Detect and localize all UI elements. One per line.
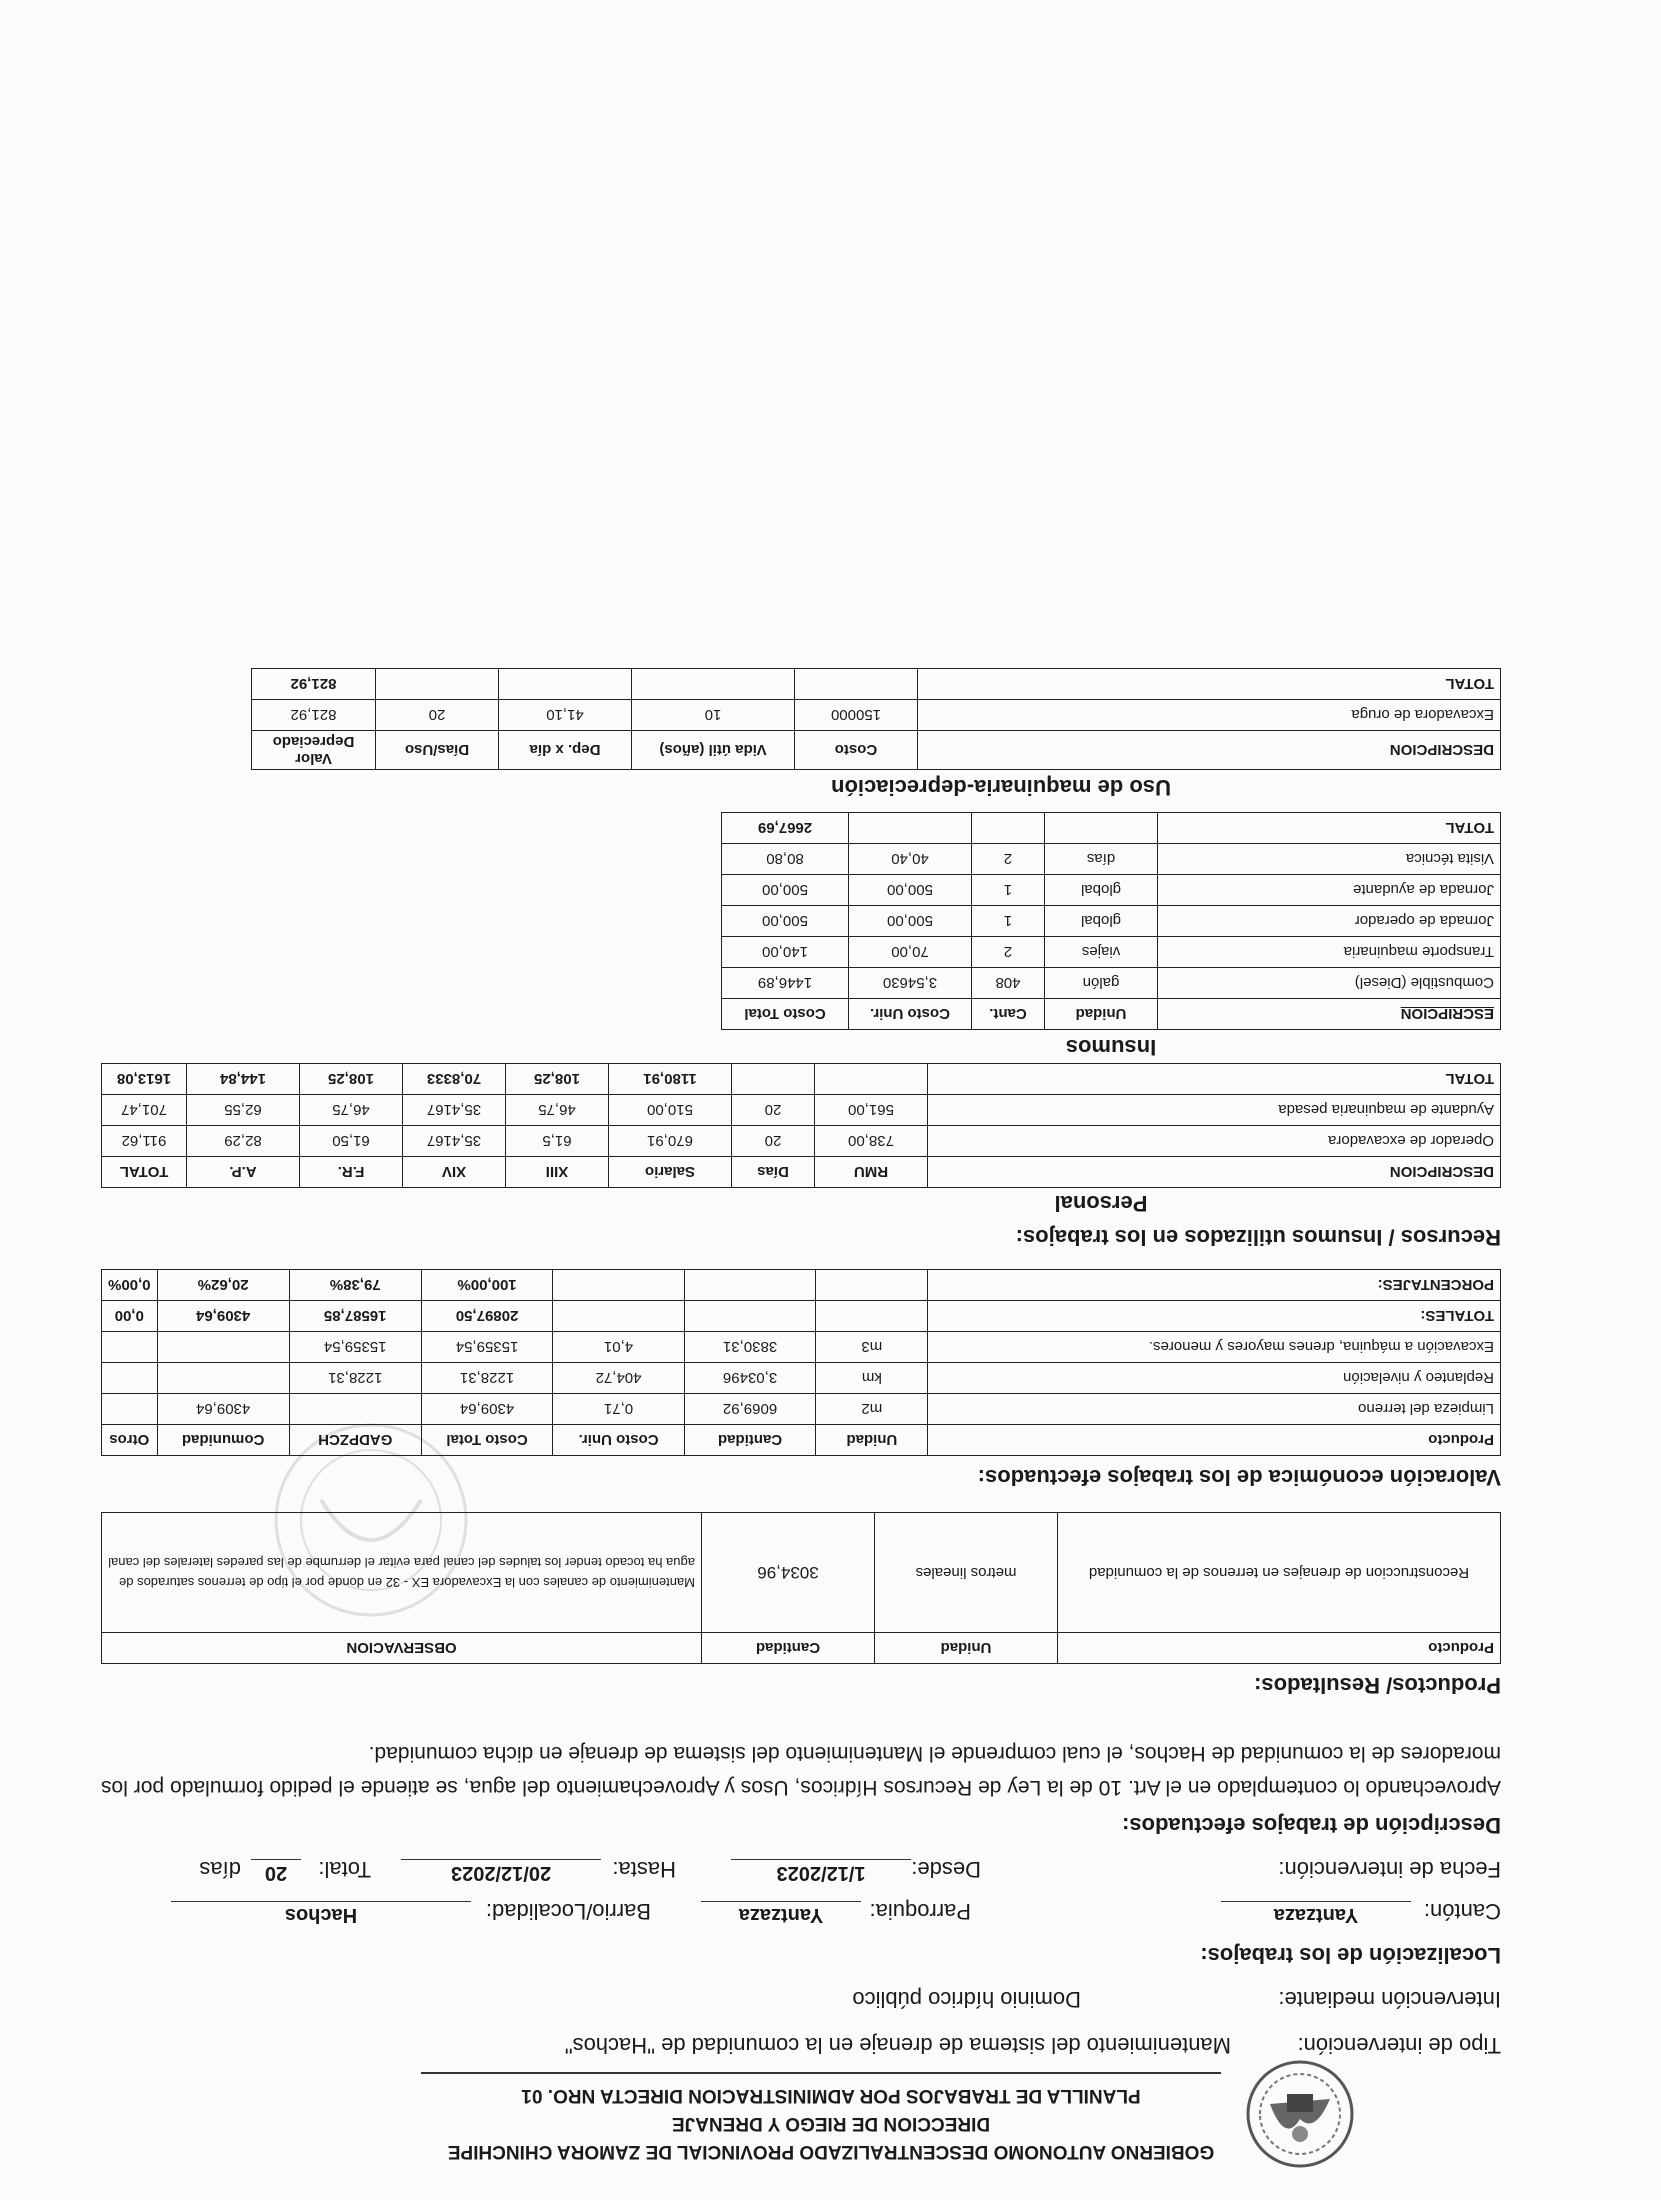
canton-label: Cantón: xyxy=(1423,1899,1501,1924)
productos-header-row xyxy=(102,1633,1501,1664)
cell: 561,00 xyxy=(815,1095,928,1126)
maquinaria-header-row xyxy=(252,731,1501,770)
cell xyxy=(553,1270,684,1301)
cell: Jornada de ayudante xyxy=(1158,875,1501,906)
col-header: Dep. x día xyxy=(499,731,632,770)
col-header: Días xyxy=(732,1157,815,1188)
cell xyxy=(157,1363,289,1394)
parroquia-value: Yantzaza xyxy=(701,1901,861,1926)
canton-value: Yantzaza xyxy=(1221,1901,1411,1926)
insumos-header-row xyxy=(722,999,1501,1030)
cell: 3,54630 xyxy=(849,968,972,999)
cell xyxy=(684,1270,816,1301)
header-line-2: DIRECCION DE RIEGO Y DRENAJE xyxy=(671,2113,991,2134)
cell: viajes xyxy=(1045,937,1158,968)
cell xyxy=(815,1064,928,1095)
cantidad-cell: 3034,96 xyxy=(702,1513,875,1633)
cell: 2667,69 xyxy=(722,813,849,844)
cell: 0,00% xyxy=(102,1270,158,1301)
cell xyxy=(553,1301,684,1332)
table-row xyxy=(102,1332,1501,1363)
col-header: Costo Total xyxy=(722,999,849,1030)
cell: 40,40 xyxy=(849,844,972,875)
col-header: A.P. xyxy=(187,1157,300,1188)
cell xyxy=(632,669,795,700)
fecha-label: Fecha de intervención: xyxy=(1278,1857,1501,1882)
tipo-label: Tipo de intervención: xyxy=(1297,2033,1501,2058)
cell xyxy=(289,1394,421,1425)
cell: días xyxy=(1045,844,1158,875)
cell: PORCENTAJES: xyxy=(928,1270,1501,1301)
col-producto: Producto xyxy=(1058,1633,1501,1664)
porcentajes-row xyxy=(102,1270,1501,1301)
cell: 20897,50 xyxy=(421,1301,553,1332)
cell: 510,00 xyxy=(609,1095,732,1126)
cell: m2 xyxy=(816,1394,928,1425)
cell: 35,4167 xyxy=(403,1126,506,1157)
cell: 500,00 xyxy=(722,875,849,906)
total-label: Total: xyxy=(318,1857,371,1882)
col-header: Unidad xyxy=(1045,999,1158,1030)
cell: 4,01 xyxy=(553,1332,684,1363)
cell: Replanteo y nivelación xyxy=(928,1363,1501,1394)
valoracion-table xyxy=(101,1269,1501,1456)
table-row xyxy=(102,1394,1501,1425)
val-col-costo-unit: Costo Unir. xyxy=(553,1425,684,1456)
unidad-cell: metros lineales xyxy=(875,1513,1058,1633)
cell: 4309,64 xyxy=(421,1394,553,1425)
personal-total-row xyxy=(102,1064,1501,1095)
mediante-label: Intervención mediante: xyxy=(1278,1987,1501,2012)
cell xyxy=(816,1301,928,1332)
barrio-label: Barrio/Localidad: xyxy=(485,1899,651,1924)
cell: 1613,08 xyxy=(102,1064,187,1095)
hasta-value: 20/12/2023 xyxy=(401,1859,601,1884)
totales-row xyxy=(102,1301,1501,1332)
cell: 15359,54 xyxy=(289,1332,421,1363)
cell: 140,00 xyxy=(722,937,849,968)
val-col-unidad: Unidad xyxy=(816,1425,928,1456)
col-header: Cant. xyxy=(972,999,1045,1030)
val-col-cantidad: Cantidad xyxy=(684,1425,816,1456)
insumos-table xyxy=(721,812,1501,1030)
cell: 70,8333 xyxy=(403,1064,506,1095)
val-col-comunidad: Comunidad xyxy=(157,1425,289,1456)
cell: 1 xyxy=(972,875,1045,906)
cell: Limpieza del terreno xyxy=(928,1394,1501,1425)
col-header: F.R. xyxy=(300,1157,403,1188)
cell: 1228,31 xyxy=(421,1363,553,1394)
table-row xyxy=(722,875,1501,906)
cell: Visita técnica xyxy=(1158,844,1501,875)
productos-label: Productos/ Resultados: xyxy=(1254,1673,1501,1698)
cell: Jornada de operador xyxy=(1158,906,1501,937)
personal-title: Personal xyxy=(1054,1191,1148,1216)
cell: global xyxy=(1045,906,1158,937)
table-row xyxy=(722,937,1501,968)
cell: 10 xyxy=(632,700,795,731)
cell: 62,55 xyxy=(187,1095,300,1126)
recursos-label: Recursos / Insumos utilizados en los trabajos: xyxy=(1015,1225,1501,1250)
val-col-costo-total: Costo Total xyxy=(421,1425,553,1456)
hasta-label: Hasta: xyxy=(612,1857,676,1882)
cell: 61,50 xyxy=(300,1126,403,1157)
cell: 46,75 xyxy=(300,1095,403,1126)
cell: 4309,64 xyxy=(157,1394,289,1425)
table-row xyxy=(722,906,1501,937)
cell: 80,80 xyxy=(722,844,849,875)
cell: 3,03496 xyxy=(684,1363,816,1394)
cell: 6069,92 xyxy=(684,1394,816,1425)
productos-row xyxy=(102,1513,1501,1633)
cell: TOTAL xyxy=(928,1064,1501,1095)
productos-table xyxy=(101,1512,1501,1664)
cell: 41,10 xyxy=(499,700,632,731)
cell: 404,72 xyxy=(553,1363,684,1394)
val-col-otros: Otros xyxy=(102,1425,158,1456)
cell: 2 xyxy=(972,844,1045,875)
cell xyxy=(102,1363,158,1394)
cell: global xyxy=(1045,875,1158,906)
cell: Excavadora de oruga xyxy=(918,700,1501,731)
cell: 144,84 xyxy=(187,1064,300,1095)
cell: 821,92 xyxy=(252,700,376,731)
cell: galón xyxy=(1045,968,1158,999)
cell: TOTAL xyxy=(1158,813,1501,844)
cell: 0,71 xyxy=(553,1394,684,1425)
maquinaria-table xyxy=(251,668,1501,770)
col-header: ESCRIPCION xyxy=(1158,999,1501,1030)
cell: 46,75 xyxy=(506,1095,609,1126)
cell: 0,00 xyxy=(102,1301,158,1332)
maquinaria-total-row xyxy=(252,669,1501,700)
cell: m3 xyxy=(816,1332,928,1363)
desde-value: 1/12/2023 xyxy=(731,1859,911,1884)
cell: 108,25 xyxy=(300,1064,403,1095)
col-header: Salario xyxy=(609,1157,732,1188)
cell: TOTALES: xyxy=(928,1301,1501,1332)
header-line-3: PLANILLA DE TRABAJOS POR ADMINISTRACION DIRECTA NRO. 01 xyxy=(521,2085,1141,2106)
cell xyxy=(499,669,632,700)
cell xyxy=(376,669,499,700)
col-header: RMU xyxy=(815,1157,928,1188)
desde-label: Desde: xyxy=(911,1857,981,1882)
cell: 20 xyxy=(732,1126,815,1157)
cell xyxy=(816,1270,928,1301)
descripcion-text: Aprovechando lo contemplado en el Art. 10 de la Ley de Recursos Hídricos, Usos y Aprovechamiento del agua, se atiende el pedido formulado por los moradores de la comunidad de Hachos, el cual comprende el Mantenimiento del sistema de drenaje en dicha comunidad. xyxy=(101,1742,1501,1799)
table-row xyxy=(722,844,1501,875)
col-header: TOTAL xyxy=(102,1157,187,1188)
cell: 1446,89 xyxy=(722,968,849,999)
mediante-value: Dominio hídrico público xyxy=(852,1987,1081,2012)
cell xyxy=(1045,813,1158,844)
cell: 82,29 xyxy=(187,1126,300,1157)
cell: km xyxy=(816,1363,928,1394)
col-header: DESCRIPCION xyxy=(928,1157,1501,1188)
cell xyxy=(972,813,1045,844)
barrio-value: Hachos xyxy=(171,1901,471,1926)
header-line-1: GOBIERNO AUTONOMO DESCENTRALIZADO PROVINCIAL DE ZAMORA CHINCHIPE xyxy=(447,2141,1215,2162)
cell: 20 xyxy=(732,1095,815,1126)
cell: Operador de excavadora xyxy=(928,1126,1501,1157)
cell: 100,00% xyxy=(421,1270,553,1301)
producto-cell: Reconstruccion de drenajes en terrenos de la comunidad xyxy=(1058,1513,1501,1633)
cell xyxy=(102,1394,158,1425)
col-header: Costo xyxy=(795,731,918,770)
col-header: Vida útil (años) xyxy=(632,731,795,770)
col-cantidad: Cantidad xyxy=(702,1633,875,1664)
parroquia-label: Parroquia: xyxy=(869,1899,971,1924)
total-unit: días xyxy=(199,1857,241,1882)
cell: 701,47 xyxy=(102,1095,187,1126)
insumos-total-row xyxy=(722,813,1501,844)
cell xyxy=(684,1301,816,1332)
cell xyxy=(157,1332,289,1363)
cell: 16587,85 xyxy=(289,1301,421,1332)
cell xyxy=(795,669,918,700)
insumos-title: Insumos xyxy=(1065,1035,1157,1060)
cell: 500,00 xyxy=(722,906,849,937)
cell: 4309,64 xyxy=(157,1301,289,1332)
cell: 70,00 xyxy=(849,937,972,968)
col-observacion: OBSERVACION xyxy=(102,1633,702,1664)
cell: 500,00 xyxy=(849,875,972,906)
cell: 2 xyxy=(972,937,1045,968)
cell xyxy=(849,813,972,844)
table-row xyxy=(102,1363,1501,1394)
col-header: XIII xyxy=(506,1157,609,1188)
personal-header-row xyxy=(102,1157,1501,1188)
tipo-value: Mantenimiento del sistema de drenaje en la comunidad de "Hachos" xyxy=(564,2033,1231,2058)
valoracion-label: Valoración económica de los trabajos efectuados: xyxy=(977,1465,1501,1490)
personal-table xyxy=(101,1063,1501,1188)
cell: 1228,31 xyxy=(289,1363,421,1394)
cell: 20,62% xyxy=(157,1270,289,1301)
cell: 821,92 xyxy=(252,669,376,700)
descripcion-label: Descripción de trabajos efectuados: xyxy=(1122,1813,1501,1838)
table-row xyxy=(102,1126,1501,1157)
cell: 108,25 xyxy=(506,1064,609,1095)
table-row xyxy=(102,1095,1501,1126)
table-row xyxy=(722,968,1501,999)
cell: 3830,31 xyxy=(684,1332,816,1363)
col-unidad: Unidad xyxy=(875,1633,1058,1664)
cell xyxy=(732,1064,815,1095)
cell: 1180,91 xyxy=(609,1064,732,1095)
cell: 738,00 xyxy=(815,1126,928,1157)
cell: 911,62 xyxy=(102,1126,187,1157)
valoracion-header-row xyxy=(102,1425,1501,1456)
cell: 150000 xyxy=(795,700,918,731)
cell: 61,5 xyxy=(506,1126,609,1157)
total-value: 20 xyxy=(251,1859,301,1884)
col-header: XIV xyxy=(403,1157,506,1188)
cell: 20 xyxy=(376,700,499,731)
cell: Ayudante de maquinaria pesada xyxy=(928,1095,1501,1126)
cell: TOTAL xyxy=(918,669,1501,700)
cell: 15359,54 xyxy=(421,1332,553,1363)
observacion-cell: Mantenimiento de canales con la Excavadora EX - 32 en donde por el tipo de terrenos saturados de agua ha tocado tender los taludes del canal para evitar el derrumbe de las paredes laterales del canal xyxy=(102,1513,702,1633)
maquinaria-label: Uso de maquinaria-depreciación xyxy=(831,775,1171,800)
col-header: Valor Depreciado xyxy=(252,731,376,770)
col-header: Costo Unir. xyxy=(849,999,972,1030)
col-header: DESCRIPCION xyxy=(918,731,1501,770)
cell: 35,4167 xyxy=(403,1095,506,1126)
val-col-gadpzch: GADPZCH xyxy=(289,1425,421,1456)
cell: 79,38% xyxy=(289,1270,421,1301)
cell: 670,91 xyxy=(609,1126,732,1157)
header-rule xyxy=(421,2072,1221,2074)
table-row xyxy=(252,700,1501,731)
col-header: Días/Uso xyxy=(376,731,499,770)
cell: 1 xyxy=(972,906,1045,937)
localizacion-label: Localización de los trabajos: xyxy=(1200,1943,1501,1968)
cell xyxy=(102,1332,158,1363)
val-col-producto: Producto xyxy=(928,1425,1501,1456)
cell: 408 xyxy=(972,968,1045,999)
cell: Transporte maquinaria xyxy=(1158,937,1501,968)
cell: Combustible (Diesel) xyxy=(1158,968,1501,999)
cell: 500,00 xyxy=(849,906,972,937)
cell: Excavación a máquina, drenes mayores y menores. xyxy=(928,1332,1501,1363)
